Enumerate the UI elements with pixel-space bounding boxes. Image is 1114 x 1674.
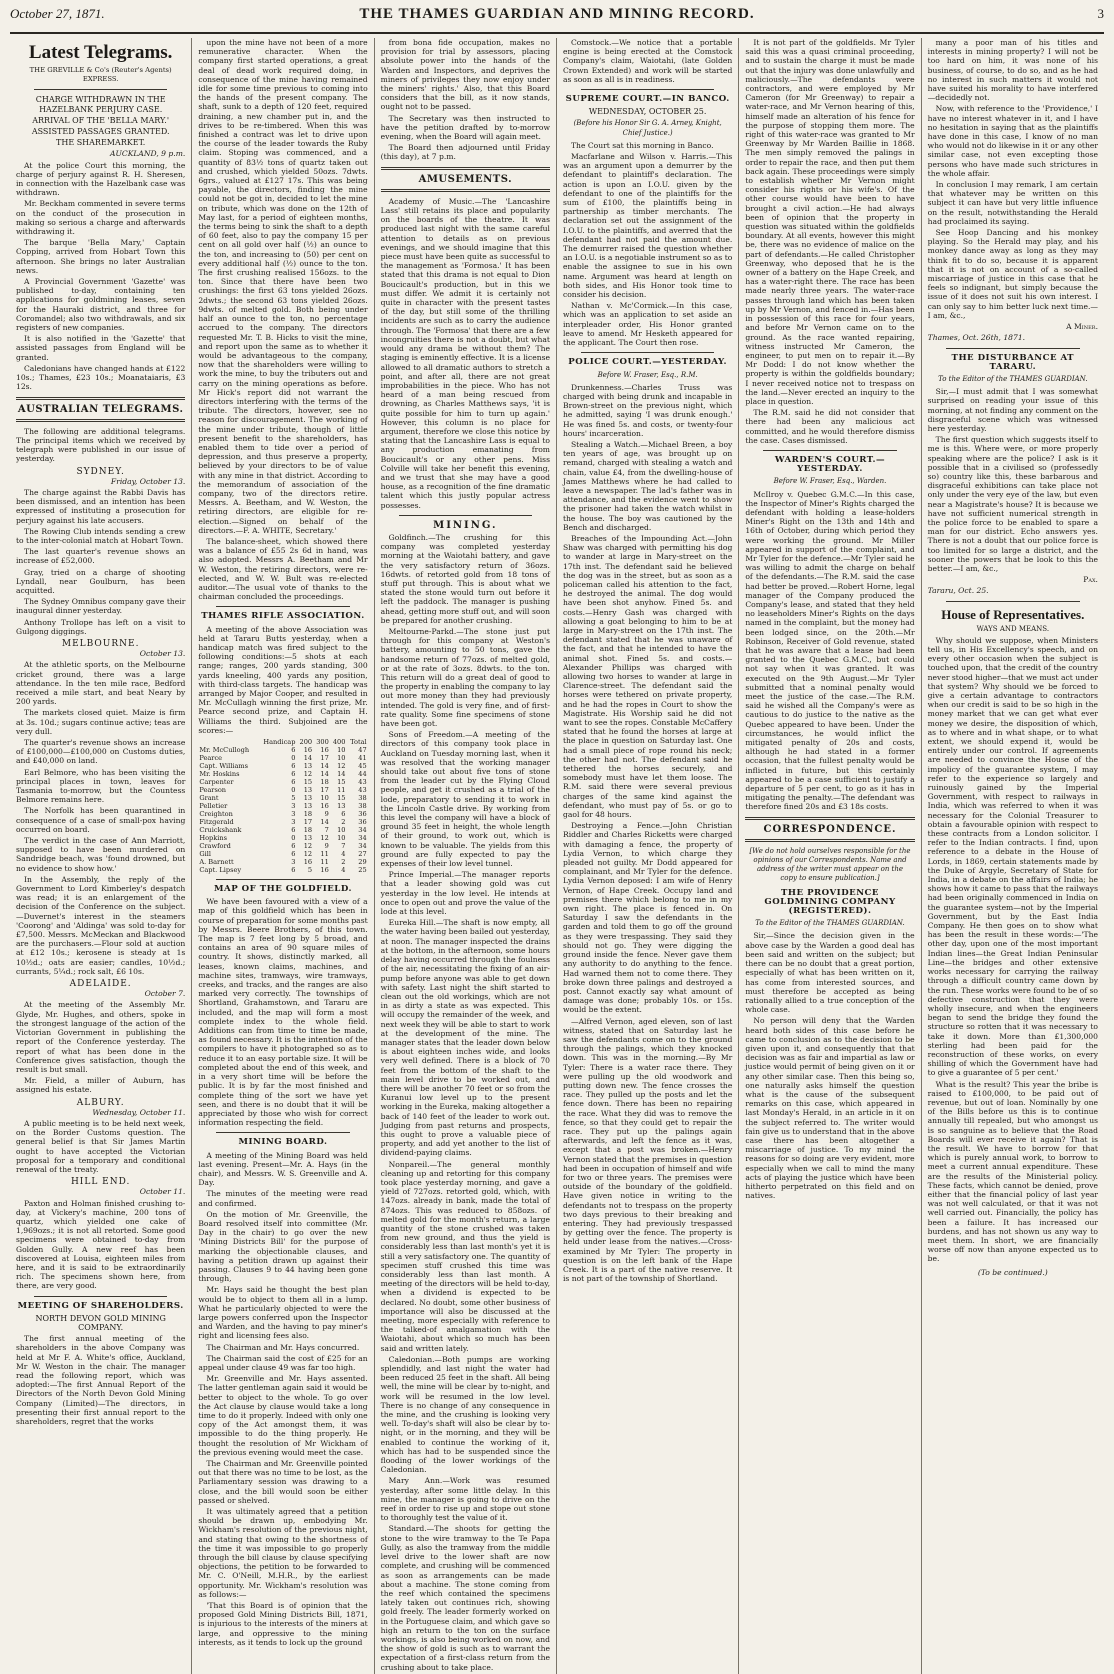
table-cell: 12 bbox=[303, 842, 313, 851]
table-cell: 0 bbox=[291, 786, 296, 795]
table-cell: 9 bbox=[324, 842, 329, 851]
score-header-cell: Handicap bbox=[263, 738, 296, 747]
telegram-head: CHARGE WITHDRAWN IN THE HAZELBANK PERJURY CASE. bbox=[35, 95, 166, 114]
table-cell: 11 bbox=[320, 858, 329, 867]
police-court-heading: POLICE COURT.—YESTERDAY. bbox=[568, 357, 728, 368]
table-row bbox=[198, 770, 367, 778]
table-row bbox=[198, 746, 367, 754]
table-cell: 13 bbox=[303, 794, 313, 803]
table-cell: 44 bbox=[358, 770, 367, 779]
table-cell: 43 bbox=[358, 786, 367, 795]
table-cell: 15 bbox=[303, 778, 313, 787]
table-cell: 14 bbox=[303, 754, 313, 763]
table-cell: 27 bbox=[358, 850, 367, 859]
table-cell: 5 bbox=[291, 794, 296, 803]
table-row bbox=[198, 866, 367, 874]
table-cell: 47 bbox=[358, 746, 367, 755]
table-cell: 15 bbox=[337, 794, 346, 803]
table-cell: 12 bbox=[303, 770, 313, 779]
place-adelaide: ADELAIDE. bbox=[69, 979, 132, 990]
table-cell: 11 bbox=[337, 786, 346, 795]
table-cell: 34 bbox=[358, 842, 367, 851]
table-cell: Grant bbox=[199, 794, 219, 803]
table-cell: 6 bbox=[291, 826, 296, 835]
column-3: from bona fide occupation, makes no provision for trial by assessors, placing absolute power into the hands of the Warden and Inspectors, and deprives the miners of privileges they now enjoy under the miners' rights.' Also, that this Board considers that the bill, as it now stands, ought not to be passed. The Secretary was then instructed to have the petition drafted by to-morrow evening, when the Board will again meet. The Board then adjourned until Friday (this day), at 7 p.m. AMUSEMENTS. Academy of Music.—The 'Lancashire Lass' still retains its place and popularity on the boards of the theatre. It was produced last night with the same careful attention to details as on previous evenings, and we should imagine that this piece must have been quite as successful to the management as 'Formosa.' It has been stated that this drama is not equal to Dion Boucicault's production, but in this we must differ. We admit it is certainly not quite in character with the present tastes of the day, but still some of the thrilling incidents are such as to carry the audience through. The 'Formosa' that there are a few incongruities there is not a doubt, but what would any drama be without them? The staging is eminently effective. It is a license allowed to all dramatic authors to stretch a point, and after all, there are not great improbabilities in the piece. Who has not heard of a man being rescued from drowning, as Charles Matthews says, 'it is quite possible for him to turn up again.' However, this column is no place for argument, therefore we close this notice by stating that the Lancashire Lass is equal to any production emanating from Boucicault's or any other pens. Miss Colville will take her benefit this evening, and we trust that she may have a good house, as a recognition of the fine dramatic talent which this justly popular actress possesses. MINING. Goldfinch.—The crushing for this company was completed yesterday morning at the Waiotahi battery, and gave the very satisfactory return of 36ozs. 16dwts. of retorted gold from 18 tons of stuff put through. This is about what we stated the stone would turn out before it left the paddock. The manager is pushing ahead, getting more stuff out, and will soon be prepared for another crushing. Meltourne-Parkd.—The stone just put through for this company at Weston's battery, amounting to 50 tons, gave the handsome return of 77ozs. of melted gold, or at the rate of 3ozs. 8dwts. to the ton. This return will do a great deal of good to the property in enabling the company to lay out more money than they had previously intended. The gold is very fine, and of first-rate quality. Some fine specimens of stone have been got. Sons of Freedom.—A meeting of the directors of this company took place in Auckland on Tuesday morning last, when it was resolved that the working manager should take out about five tons of stone from the leader cut by the Flying Cloud people, and get it crushed as a trial of the lode, preparatory to sending it to work in the Lincoln Castle drive. By working from this level the company will have a block of ground 35 feet in height, the whole length of their ground, to work out, which is known to be valuable. The yields from this ground are fully expected to pay the expenses of their low level tunnel. Prince Imperial.—The manager reports that a leader showing gold was cut yesterday in the low level. He intends at once to open out and prove the value of the lode at this level. Eureka Hill.—The shaft is now empty, all the water having been bailed out yesterday, at noon. The manager inspected the drains at the bottom, in the afternoon, some hours delay having occurred through the foulness of the air, necessitating the fixing of an air-pump before anyone was able to get down with safety. Last night the shift started to clean out the old workings, which are not in as dirty a state as was expected. This will occupy the remainder of the week, and next week they will be able to start to work at the development of the mine. The manager states that the leader down below is about eighteen inches wide, and looks very well defined. There is a block of 70 feet from the bottom of the shaft to the main level drive to be worked out, and there will be another 70 feet or so from the Kuranui low level up to the present working in the Eureka, making altogether a back of 140 feet of the leader to work out. Judging from past returns and prospects, this ought to prove a valuable piece of property, and add yet another to the list of dividend-paying claims. Nonpareil.—The general monthly cleaning up and retorting for this company took place yesterday morning, and gave a yield of 727ozs. retorted gold, which, with 147ozs. already in bank, made the total of 874ozs. This was reduced to 858ozs. of melted gold for the month's return, a large quantity of the stone crushed was taken from new ground, and thus the yield is considerably less than last month's yet it is still a very satisfactory one. The quantity of specimen stuff crushed this time was considerably less than last month. A meeting of the directors will be held to-day, when a dividend is expected to be declared. No doubt, some other business of importance will also be discussed at the meeting, more especially with reference to the talked-of amalgamation with the Waiotahi, about which so much has been said and written lately. Caledonian.—Both pumps are working splendidly, and last night the water had been reduced 25 feet in the shaft. All being well, the mine will be clear by to-night, and work will be resumed in the low level. There is no change of any consequence in the mine, and the crushing is looking very well. To-day's shaft will also be clear by to-night, or in the morning, and they will be enabled to continue the working of it, which has had to be suspended since the flooding of the lower workings of the Caledonian. Mary Ann.—Work was resumed yesterday, after some little delay. In this mine, the manager is going to drive on the reef in order to rise up and stope out stone to thoroughly test the value of it. Standard.—The shoots for getting the stone to the wire tramway to the Te Papa Gully, as also the tramway from the middle level drive to the lower shaft are now complete, and crushing will be commenced as soon as arrangements can be made about a machine. The stone coming from the reef which contained the specimens lately taken out continues rich, showing gold freely. The leader formerly worked on in the Portuguese claim, and which gave so high an return to the ton on the surface workings, is also being worked on now, and the show of gold is such as to warrant the expectation of a first-class return from the crushing about to take place. bbox=[375, 38, 557, 1674]
place-sydney: SYDNEY. bbox=[76, 466, 125, 477]
telegram-head: ARRIVAL OF THE 'BELLA MARY.' bbox=[32, 115, 170, 125]
table-cell: Fitzgerald bbox=[199, 818, 234, 827]
table-row bbox=[198, 786, 367, 794]
table-cell: Capt. Lipsey bbox=[199, 866, 242, 875]
table-cell: 12 bbox=[303, 850, 313, 859]
table-cell: 3 bbox=[291, 858, 296, 867]
table-cell: 6 bbox=[291, 850, 296, 859]
table-cell: Mr. Hoskins bbox=[199, 770, 240, 779]
table-cell: Mr. McCullogh bbox=[199, 746, 250, 755]
table-cell: 12 bbox=[320, 834, 329, 843]
table-cell: 3 bbox=[291, 818, 296, 827]
table-cell: 18 bbox=[320, 778, 329, 787]
table-cell: 6 bbox=[291, 746, 296, 755]
table-row bbox=[198, 850, 367, 858]
table-cell: Gill bbox=[199, 850, 211, 859]
mining-heading: MINING. bbox=[433, 519, 498, 531]
table-cell: 14 bbox=[320, 770, 329, 779]
columns bbox=[10, 38, 1104, 1672]
table-cell: 38 bbox=[358, 802, 367, 811]
table-cell: 17 bbox=[303, 818, 313, 827]
rifle-association-heading: THAMES RIFLE ASSOCIATION. bbox=[201, 611, 365, 622]
table-cell: 29 bbox=[358, 858, 367, 867]
table-row bbox=[198, 802, 367, 810]
table-cell: 16 bbox=[320, 802, 329, 811]
house-heading: House of Representatives. bbox=[941, 606, 1085, 622]
disturbance-heading: THE DISTURBANCE AT TARARU. bbox=[951, 352, 1075, 372]
table-cell: Pelletier bbox=[199, 802, 228, 811]
column-2: upon the mine have not been of a more remunerative character. When the company first started operations, a great deal of dead work required doing, in consequence of the mine having remained idle for some time previous to coming into the hands of the present company. The shaft, sunk to a depth of 120 feet, required draining, a new chamber put in, and the drives to be re-timbered. When this was finished a contract was let to drive upon the course of the leader towards the Ruby claim. Stoping was commenced, and a quantity of 83½ tons of quartz taken out and crushed, which yielded 50ozs. 7dwts. 6grs., valued at £127 17s. This was being payable, the directors, finding the mine could not be got in, decided to let the mine on tribute, which was done on the 12th of May last, for a period of eighteen months, the terms being to sink the shaft to a depth of 60 feet, also to pay the company 15 per cent on all gold over half (½) an ounce to the ton, and increasing to (50) per cent on every additional half (½) ounce to the ton. The first crushing realised 156ozs. to the ton. Since that there have been two crushings: the first 63 tons yielded 26ozs. 2dwts.; the second 63 tons yielded 26ozs. 9dwts. of melted gold. Both being under half an ounce to the ton, no percentage accrued to the company. The directors requested Mr. T. B. Hicks to visit the mine, and report upon the same as to whether it would be advantageous to the company, now that the shareholders were willing to work the mine, to buy the tributers out and carry on the mining operations as before. Mr Hick's report did not warrant the directors interfering with the terms of the tribute. The directors, however, see no reason for discouragement. The working of the mine under tribute, though of little present benefit to the shareholders, has enabled them to tide over a period of depression, and thus preserve a property, believed by your directors to be of value with any mine in that district. According to the memorandum of association of the company, two of the directors retire. Messrs. A. Beetham, and W. Weston, the retiring directors, are eligible for re-election.—Signed on behalf of the directors.—F. A. WHITE, Secretary.' The balance-sheet, which showed there was a balance of £55 2s 6d in hand, was also adopted. Messrs A. Beetham and Mr W. Weston, the retiring directors, were re-elected, and W. W. Bult was re-elected auditor.—The usual vote of thanks to the chairman concluded the proceedings. THAMES RIFLE ASSOCIATION. A meeting of the above Association was held at Tararu Butts yesterday, when a handicap match was fired subject to the following conditions:—5 shots at each range; ranges, 200 yards standing, 300 yards kneeling, 400 yards any position, with third-class targets. The handicap was arranged by Major Cooper, and resulted in Mr. McCullagh winning the first prize, Mr. Pearce second prize, and Captain H. Williams the third. Subjoined are the scores:— Handicap 200 300 400 Total Mr. McCullogh 6 16 16 10 47 Pearce 0 14 17 10 41 Capt. Williams 6 13 14 12 45 Mr. Hoskins 6 12 14 14 44 Carpenter 6 15 18 15 43 Pearson 0 13 17 11 43 Grant 5 13 10 15 38 Pelletier 3 13 16 13 38 Creighton 3 18 9 6 36 Fitzgerald 3 17 14 2 36 Cruickshank 6 18 7 10 34 Hopkins 0 13 12 10 34 Crawford 6 12 9 7 34 Gill 6 12 11 4 27 A. Barnett 3 16 11 2 29 Capt. Lipsey 6 5 16 4 25 MAP OF THE GOLDFIELD. We have been favoured with a view of a map of this goldfield which has been in course of preparation for some months past by Messrs. Beere Brothers, of this town. The map is 7 feet long by 5 broad, and contains an area of 90 square miles of country. It shows, distinctly marked, all leases, known claims, machines, and machine sites, tramways, wire tramways, creeks, and tracks, and the ranges are also marked very correctly. The townships of Shortland, Grahamstown, and Tararu are included, and the map will form a most complete index to the whole field. Additions can from time to time be made, as found necessary. It is the intention of the compilers to have it photographed so as to reduce it to an easy portable size. It will be completed about the end of this week, and in a very short time will be before the public. It is by far the most finished and complete thing of the sort we have yet seen, and there is no doubt that it will be appreciated by those who wish for correct information respecting the field. MINING BOARD. A meeting of the Mining Board was held last evening. Present—Mr. A. Hays (in the chair), and Messrs. W. S. Greenville and A. Day. The minutes of the meeting were read and confirmed. On the motion of Mr. Greenville, the Board resolved itself into committee (Mr. Day in the chair) to go over the new 'Mining Districts Bill' for the purpose of marking the objectionable clauses, and having a petition drawn up against their passing. Clauses 9 to 44 having been gone through, Mr. Hays said he thought the best plan would be to object to them all in a lump. What he particularly objected to were the large powers conferred upon the Inspector and Warden, and the having to pay miner's right and licensing fees also. The Chairman and Mr. Hays concurred. The Chairman said the cost of £25 for an appeal under clause 49 was far too high. Mr. Greenville and Mr. Hays assented. The latter gentleman again said it would be better to object to the whole. To go over the Act clause by clause would take a long time to do it properly. Indeed with only one copy of the Act amongst them, it was impossible to do the thing properly. He thought the resolution of Mr Wickham of the previous evening would meet the case. The Chairman and Mr. Greenville pointed out that there was no time to be lost, as the Parliamentary session was drawing to a close, and the bill would soon be either passed or shelved. It was ultimately agreed that a petition should be drawn up, embodying Mr. Wickham's resolution of the previous night, and stating that owing to the shortness of the time it was impossible to go properly through the bill clause by clause specifying objections, the petition to be forwarded to Mr. C. O'Neill, M.H.R., by the earliest opportunity. Mr. Wickham's resolution was as follows:— 'That this Board is of opinion that the proposed Gold Mining Districts Bill, 1871, is injurious to the interests of the miners at large, and oppressive to the mining interests, as it tends to lock up the ground bbox=[192, 38, 374, 1674]
column-4: Comstock.—We notice that a portable engine is being erected at the Comstock Company's claim, Waiotahi, (late Golden Crown Extended) and work will be started as soon as all is in readiness. SUPREME COURT.—IN BANCO. WEDNESDAY, OCTOBER 25. (Before his Honor Sir G. A. Arney, Knight, Chief Justice.) The Court sat this morning in Banco. Macfarlane and Wilson v. Harris.—This was an argument upon a demurrer by the defendant to plaintiff's declaration. The action is upon an I.O.U. given by the defendant to one of the plaintiffs for the sum of £100, the plaintiffs being in partnership as timber merchants. The declaration set out the assignment of the I.O.U. to the plaintiffs, and averred that the defendant had not paid the amount due. The demurrer raised the question whether an I.O.U. is a negotiable instrument so as to enable the assignee to sue in his own name. Argument was heard at length on both sides, and His Honor took time to consider his decision. Nathan v. Mc'Cormick.—In this case, which was an application to set aside an interpleader order, His Honor granted leave to amend. Mr Hesketh appeared for the applicant. The Court then rose. POLICE COURT.—YESTERDAY. Before W. Fraser, Esq., R.M. Drunkenness.—Charles Truss was charged with being drunk and incapable in Brown-street on the previous night, which he admitted, saying 'I was drunk enough.' He was fined 5s. and costs, or twenty-four hours' incarceration. Stealing a Watch.—Michael Breen, a boy ten years of age, was brought up on remand, charged with stealing a watch and chain, value £4, from the dwelling-house of James Matthews where he had called to leave a newspaper. The lad's father was in attendance, and the evidence went to show the prisoner had taken the watch whilst in the house. The boy was cautioned by the Bench and discharged. Breaches of the Impounding Act.—John Shaw was charged with permitting his dog to wander at large in Mary-street on the 17th inst. The defendant said he believed the dog was in the street, but as soon as a policeman called his attention to the fact, he destroyed the animal. The dog would have been shot anyhow. Fined 5s. and costs.—Henry Gash was charged with allowing a goat belonging to him to be at large in Mary-street on the 17th inst. The defendant stated that he was unaware of the fact, and that he intended to have the animal shot. Fined 5s. and costs.—Alexander Phillips was charged with allowing two horses to wander at large in Clarence-street. The defendant said the horses were tethered on private property, and he had the ropes in Court to show the Magistrate. His Worship said he did not want to see the ropes. Constable McCaffery stated that he found the horses at large at the place in question on Saturday last. One had a small piece of rope round his neck; the other had not. The defendant said he tethered the horses securely, and somebody must have let them loose. The R.M. said there were several previous charges of the same kind against the defendant, who must pay of 5s. or go to gaol for 48 hours. Destroying a Fence.—John Christian Riddler and Charles Ricketts were charged with damaging a fence, the property of Lydia Vernon, to which charge they pleaded not guilty. Mr Dodd appeared for complainant, and Mr Tyler for the defence. Lydia Vernon deposed: I am wife of Henry Vernon, of Hape Creek. Occupy land and premises there which belong to me in my own right. The place is fenced in. On Saturday I saw the defendants in the garden and told them to go off the ground as they were trespassing. They said they should not go. They were digging the ground inside the fence. Never gave them any authority to do anything to the fence. Had warned them not to come there. They broke down three palings and destroyed a post. Cannot exactly say what amount of damage was done; probably 10s. or 15s. would be the extent. —Alfred Vernon, aged eleven, son of last witness, stated that on Saturday last he saw the defendants come on to the ground through the palings, which they knocked down. This was in the morning.—By Mr Tyler: There is a water race there. They were pulling up the old woodwork and putting down new. The fence crosses the race. They pulled up the posts and let the fence down. There has been no repairing the race. What they did was to remove the fence, so that they could get to repair the race. They put up the palings again afterwards, and left the fence as it was, except that a post was broken.—Henry Vernon stated that the premises in question had been in occupation of himself and wife for two or three years. The premises were outside of the boundary of the goldfield. Have given notice in writing to the defendants not to trespass on the property two days previous to their breaking and entering. They had previously trespassed by getting over the fence. The property is held under lease from the natives.—Cross-examined by Mr Tyler: The property in question is on the left bank of the Hape Creek. It is a part of the native reserve. It is not part of the township of Shortland. bbox=[557, 38, 739, 1674]
table-row bbox=[198, 762, 367, 770]
meeting-heading: MEETING OF SHAREHOLDERS. bbox=[17, 1300, 184, 1311]
table-cell: 3 bbox=[291, 802, 296, 811]
table-cell: 12 bbox=[337, 762, 346, 771]
masthead bbox=[10, 0, 1104, 34]
express-credit: THE GREVILLE & Co's (Reuter's Agents) EXPRESS. bbox=[29, 66, 172, 84]
place-melbourne: MELBOURNE. bbox=[61, 638, 140, 649]
table-cell: 6 bbox=[291, 770, 296, 779]
table-row bbox=[198, 794, 367, 802]
score-header-cell bbox=[198, 738, 257, 746]
table-cell: 16 bbox=[303, 746, 313, 755]
table-cell: 13 bbox=[337, 802, 346, 811]
table-cell: 45 bbox=[358, 762, 367, 771]
table-cell: 16 bbox=[320, 746, 329, 755]
table-cell: Creighton bbox=[199, 810, 233, 819]
mining-board-heading: MINING BOARD. bbox=[238, 1137, 328, 1148]
score-header-cell: 200 bbox=[299, 738, 313, 747]
table-cell: 10 bbox=[337, 746, 346, 755]
table-cell: 17 bbox=[320, 786, 329, 795]
telegram-head: THE SHAREMARKET. bbox=[56, 138, 146, 148]
table-cell: 13 bbox=[303, 802, 313, 811]
latest-telegrams-heading: Latest Telegrams. bbox=[28, 42, 173, 63]
editorial-disclaimer: [We do not hold ourselves responsible for the opinions of our Correspondents. Name and address of the writer must appear on the copy to ensure publication.] bbox=[749, 846, 911, 883]
table-row bbox=[198, 754, 367, 762]
table-cell: 6 bbox=[291, 842, 296, 851]
table-row bbox=[198, 826, 367, 834]
telegram-head: ASSISTED PASSAGES GRANTED. bbox=[31, 127, 170, 137]
table-cell: 38 bbox=[358, 794, 367, 803]
masthead-date: October 27, 1871. bbox=[10, 6, 105, 21]
table-cell: 10 bbox=[320, 794, 329, 803]
providence-heading: THE PROVIDENCE GOLDMINING COMPANY (REGISTERED). bbox=[764, 887, 896, 917]
rifle-scores-table bbox=[198, 738, 367, 874]
score-header-cell: 300 bbox=[316, 738, 329, 747]
place-hill-end: HILL END. bbox=[70, 1177, 131, 1188]
signature: A Miner. bbox=[1066, 322, 1098, 332]
paragraph: The barque 'Bella Mary,' Captain Copping, arrived from Hobart Town this afternoon. She brings no later Australian news. bbox=[16, 238, 186, 275]
table-cell: A. Barnett bbox=[199, 858, 234, 867]
place-albury: ALBURY. bbox=[76, 1097, 125, 1108]
table-cell: 4 bbox=[341, 850, 346, 859]
amusements-heading: AMUSEMENTS. bbox=[418, 173, 513, 185]
table-cell: 13 bbox=[303, 762, 313, 771]
table-cell: 6 bbox=[291, 762, 296, 771]
map-heading: MAP OF THE GOLDFIELD. bbox=[214, 884, 352, 895]
table-cell: 13 bbox=[303, 834, 313, 843]
table-cell: 25 bbox=[358, 866, 367, 875]
paragraph: Mr. Beckham commented in severe terms on the conduct of the prosecution in making so serious a charge and afterwards withdrawing it. bbox=[16, 199, 186, 237]
table-cell: 18 bbox=[303, 810, 313, 819]
column-5: It is not part of the goldfields. Mr Tyler said this was a quasi criminal proceeding, and to sustain the charge it must be made out that the injury was done unlawfully and maliciously.—The defendants were contractors, and were employed by Mr Cameron (for Mr Greenway) to repair a water-race, and Mr Vernon hearing of this, himself made an alteration of his fence for the purpose of stopping them more. The right of this water-race was granted to Mr Greenway by Mr Warden Baillie in 1868. The men simply removed the palings in order to repair the race, and then put them back again. These proceedings were simply to establish whether Mr Vernon might consider his rights or his wife's. Of the other course would have been to have brought a civil action.—He had always been of opinion that the property in question was situated within the goldfields boundary. At all events, however this might be, there was no evidence of malice on the part of defendants.—He called Christopher Greenway, who deposed that he is the owner of a battery on the Hape Creek, and has a water-right there. The race has been made nearly three years. The water-race passes through land which has been taken up by Mr Vernon, and fenced in.—Has been in possession of this race for four years, and before Mr Vernon came on to the ground. As the race wanted repairing, witness instructed Mr Cameron, the engineer, to put men on to repair it.—By Mr Dodd: I do not know whether the property is within the goldfields boundary; I never received notice not to trespass on the land.—Never erected an inquiry to the place in question. The R.M. said he did not consider that there had been any malicious act committed, and he would therefore dismiss the case. Cases dismissed. WARDEN'S COURT.—YESTERDAY. Before W. Fraser, Esq., Warden. McIlroy v. Quebec G.M.C.—In this case, the Inspector of Miner's Rights charged the defendant with holding a lease-holders Miner's Right on the 13th and 14th and 16th of October, during which period they were working the ground. Mr Miller appeared in support of the complaint, and Mr Tyler for the defence.—Mr Tyler said he was willing to admit the charge on behalf of the defendants.—The R.M. said the case had better be proved.—Robert Horne, legal manager of the Company produced the Company's lease, and stated that they held no leaseholders Miner's Rights on the days named in the complaint, but the money had been lodged since, on the 20th.—Mr Robinson, Receiver of Gold revenue, stated that he was aware that a lease had been granted to the Quebec G.M.C., but could not say when it was granted. It was executed on the 9th August.—Mr Tyler submitted that a nominal penalty would meet the justice of the case.—The R.M. said he wished all the Company's were as cautious to do justice to the native as the Quebec appeared to have been. Under the circumstances, he would inflict the mitigated penalty of 20s and costs, although he had stated in a former occasion, that the fullest penalty would be inflicted in future, but this certainly appeared to be a case sufficient to justify a departure of 5 per cent, to go as it has in mitigating the penalty.—The defendant was therefore fined 20s and £3 18s costs. CORRESPONDENCE. [We do not hold ourselves responsible for the opinions of our Correspondents. Name and address of the writer must appear on the copy to ensure publication.] THE PROVIDENCE GOLDMINING COMPANY (REGISTERED). To the Editor of the THAMES GUARDIAN. Sir,—Since the decision given in the above case by the Warden a good deal has been said and written on the subject; but there can be no doubt that a great portion, especially of what has been written on it, has come from interested sources, and must therefore be accepted as being rationally allied to a true conception of the whole case. No person will deny that the Warden heard both sides of this case before he came to conclusion as to the decision to be given upon it, and consequently that that decision was as fair and impartial as law or justice would permit of being given on it or any other similar case. Then this being so, one naturally asks himself the question what is the cause of the subsequent remarks on this case, which appeared in last Monday's Herald, in an article in it on the subject referred to. The writer would fain give us to understand that in the above case there has been altogether a miscarriage of justice. To my mind the reasons for so doing are very evident, more especially when we call to mind the many acts of playing the justice which have been hitherto perpetrated on this field and on natives. bbox=[739, 38, 921, 1674]
table-cell: 41 bbox=[358, 754, 367, 763]
table-cell: 16 bbox=[303, 858, 313, 867]
table-cell: 34 bbox=[358, 834, 367, 843]
table-cell: 15 bbox=[337, 778, 346, 787]
score-header-cell: Total bbox=[350, 738, 367, 747]
table-cell: 7 bbox=[341, 842, 346, 851]
table-cell: 7 bbox=[324, 826, 329, 835]
table-cell: 14 bbox=[337, 770, 346, 779]
table-row bbox=[198, 834, 367, 842]
table-cell: 10 bbox=[337, 754, 346, 763]
table-cell: Crawford bbox=[199, 842, 231, 851]
table-cell: 2 bbox=[341, 858, 346, 867]
score-header-cell: 400 bbox=[332, 738, 346, 747]
column-1: Latest Telegrams. THE GREVILLE & Co's (Reuter's Agents) EXPRESS. CHARGE WITHDRAWN IN THE HAZELBANK PERJURY CASE. ARRIVAL OF THE 'BELLA MARY.' ASSISTED PASSAGES GRANTED. THE SHAREMARKET. AUCKLAND, 9 p.m. At the police Court this morning, the charge of perjury against R. H. Sheresen, in connection with the Hazelbank case was withdrawn. Mr. Beckham commented in severe terms on the conduct of the prosecution in making so serious a charge and afterwards withdrawing it. The barque 'Bella Mary,' Captain Copping, arrived from Hobart Town this afternoon. She brings no later Australian news. A Provincial Government 'Gazette' was published to-day, containing ten applications for goldmining leases, seven for the Hauraki district, and three for Coromandel; also two withdrawals, and six registers of new companies. It is also notified in the 'Gazette' that assisted passages from England will be granted. Caledonians have changed hands at £122 10s.; Thames, £23 10s.; Moanataiaris, £3 12s. AUSTRALIAN TELEGRAMS. The following are additional telegrams. The principal items which we received by telegraph were published in our issue of yesterday. SYDNEY. Friday, October 13. The charge against the Rabbi Davis has been dismissed, and an intention has been expressed of instituting a prosecution for perjury against his late accusers. The Rowing Club intends sending a crew to the inter-colonial match at Hobart Town. The last quarter's revenue shows an increase of £52,000. Gray, tried on a charge of shooting Lyndall, near Goulburn, has been acquitted. The Sydney Omnibus company gave their inaugural dinner yesterday. Anthony Trollope has left on a visit to Gulgong diggings. MELBOURNE. October 13. At the athletic sports, on the Melbourne cricket ground, there was a large attendance. In the ten mile race, Bedford received a mile start, and beat Neary by 200 yards. The markets closed quiet. Maize is firm at 3s. 10d.; sugars continue active; teas are very dull. The quarter's revenue shows an increase of £100,000—£100,000 on Customs duties, and £40,000 on land. Earl Belmore, who has been visiting the principal places in town, leaves for Tasmania to-morrow, but the Countess Belmore remains here. The Norfolk has been quarantined in consequence of a case of small-pox having occurred on board. The verdict in the case of Ann Marriott, supposed to have been murdered on Sandridge beach, was 'found drowned, but no evidence to show how.' In the Assembly, the reply of the Government to Lord Kimberley's despatch was read; it is an enlargement of the decision of the Conference on the subject.—Duvernet's interest in the steamers 'Coorong' and 'Aldinga' was sold to-day for £7,500. Messrs. McMeckan and Blackwood are the purchasers.—Flour sold at auction at £12 10s.; kerosene is steady at 1s 10½d.; oats are easier; candles, 10½d.; currants, 5¼d.; rock salt, £6 10s. ADELAIDE. October 7. At the meeting of the Assembly Mr. Glyde, Mr. Hughes, and others, spoke in the strongest language of the action of the Victorian Government in publishing the report of the Conference yesterday. The report of what has been done in the Conference gives satisfaction, though the result is but small. Mr. Field, a miller of Auburn, has assigned his estate. ALBURY. Wednesday, October 11. A public meeting is to be held next week, on the Border Customs question. The general belief is that Sir James Martin ought to have accepted the Victorian proposal for a temporary and conditional renewal of the treaty. HILL END. October 11. Paxton and Holman finished crushing to-day, at Vickery's machine, 200 tons of quartz, which yielded one cake of 1,969ozs.; it is not all retorted. Some good specimens were obtained to-day from Golden Gully. A new reef has been discovered at Louisa, eighteen miles from here, and it is said to be extraordinarily rich. The specimens shown here, from there, are very good. MEETING OF SHAREHOLDERS. NORTH DEVON GOLD MINING COMPANY. The first annual meeting of the shareholders in the above Company was held at Mr F. A. White's office, Auckland, Mr W. Weston in the chair. The manager read the following report, which was adopted:—The first Annual Report of the Directors of the North Devon Gold Mining Company (Limited)—The directors, in presenting their first annual report to the shareholders, regret that the works bbox=[10, 38, 192, 1674]
signature: Pax. bbox=[1083, 575, 1098, 585]
dateline: AUCKLAND, 9 p.m. bbox=[110, 149, 186, 159]
paragraph: It is also notified in the 'Gazette' that assisted passages from England will be granted. bbox=[16, 334, 186, 362]
table-cell: Hopkins bbox=[199, 834, 228, 843]
correspondence-heading: CORRESPONDENCE. bbox=[763, 823, 897, 835]
table-cell: 16 bbox=[320, 866, 329, 875]
table-cell: 36 bbox=[358, 818, 367, 827]
table-cell: 18 bbox=[303, 826, 313, 835]
paragraph: Caledonians have changed hands at £122 10s.; Thames, £23 10s.; Moanataiaris, £3 12s. bbox=[16, 363, 186, 392]
table-cell: 6 bbox=[291, 866, 296, 875]
table-cell: Cruickshank bbox=[199, 826, 242, 835]
table-cell: 0 bbox=[291, 834, 296, 843]
score-header-row bbox=[198, 738, 367, 746]
table-cell: 2 bbox=[341, 818, 346, 827]
table-cell: 0 bbox=[291, 754, 296, 763]
continued-note: (To be continued.) bbox=[977, 1267, 1048, 1277]
paragraph: A Provincial Government 'Gazette' was published to-day, containing ten applications for goldmining leases, seven for the Hauraki district, and three for Coromandel; also two withdrawals, and six registers of new companies. bbox=[16, 277, 186, 333]
table-cell: 9 bbox=[324, 810, 329, 819]
table-cell: 6 bbox=[291, 778, 296, 787]
paragraph: The following are additional telegrams. The principal items which we received by telegraph were published in our issue of yesterday. bbox=[16, 426, 186, 464]
column-6: many a poor man of his titles and interests in mining property? I will not be too hard on him, it was none of his business, of course, to do so, and as he had no interest in such matters it would not have suited his morality to have interfered—decidedly not. Now, with reference to the 'Providence,' I have no interest whatever in it, and I have no hesitation in saying that as the plaintiffs have done in this case, I know of no man who would not do likewise in it or any other similar case, not even excepting those persons who have made such strictures in the whole affair. In conclusion I may remark, I am certain that whatever may be written on this subject it can have but very little influence on the result, notwithstanding the Herald had proclaimed its saying. See Hoop Dancing and his monkey playing. So the Herald may play, and his monkey dance away as long as they may think fit to do so, because it is apparent that it is not on account of a so-called miscarriage of justice in this case that he feels so indignant, but simply because the issue of it does not suit his own interest. I can only say to him better luck next time.—I am, &c., A Miner. Thames, Oct. 26th, 1871. THE DISTURBANCE AT TARARU. To the Editor of the THAMES GUARDIAN. Sir,—I must admit that I was somewhat surprised on reading your issue of this morning, at not finding any comment on the disgraceful scene which was witnessed here yesterday. The first question which suggests itself to me is this. Where were, or more properly speaking where are the police? I ask is it possible that in a civilised so (professedly so) country like this, these barbarous and disgraceful exhibitions can take place not only under the very eye of the law, but even near a Magistrate's house? It is because we have not sufficient numerical strength in the police force to be enabled to spare a man for our district. Echo answers yes. There is not a doubt that our police force is too limited for so large a district, and the sooner the powers that be look to this the better.—I am, &c., Pax. Tararu, Oct. 25. House of Representatives. WAYS AND MEANS. Why should we suppose, when Ministers tell us, in His Excellency's speech, and on every other occasion when the subject is touched upon, that the credit of the country never stood higher—that we must act under that system? Why should we be forced to give a certain advantage to contractors when our credit is said to be so high in the money market that we can get what ever money we desire, the disposition of which, as to where and in what shape, or to what extent, we should expend it, would be entirely under our control. If agreements are needed to convince the House of the impolicy of the guarantee system, I may refer to the experience so largely and ruinously gained by the Imperial Government, with respect to railways in India, which was referred to when it was necessary for the Colonial Treasurer to obtain a favourable opinion with respect to these contracts from a London solicitor. I refer to the Indian contracts. I find, upon reference to a debate in the House of Lords, in 1869, certain statements made by the Duke of Argyle, Secretary of State for India, in a debate on the affairs of India; he shows how it came to pass that the railways had been originally commenced in India on the guarantee system—not by the Imperial Government, but by the East India Company. He then goes on to show what has been the result in these words:—'The other day, upon one of the most important Indian lines—the Great Indian Peninsular Line—the bridges and other extensive works necessary for carrying the railway through a difficult country came down by the run. These works were found to be of so defective construction that they were wholly insecure, and when the engineers began to send the bridge they found the structure so rotten that it was necessary to take it down. More than £1,300,000 sterling had been paid for the reconstruction of these works, on every shilling of which the Government have had to give a guarantee of 5 per cent.' What is the result? This year the bribe is raised to £100,000, to be paid out of revenue, but out of loan. Nominally by one of the Bills before us this is to continue annually till repealed, but who amongst us is so sanguine as to believe that the Road Boards will ever receive it again? That is the result. We have to borrow for that which is purely annual work, to borrow to meet a current annual expenditure. These are the results of the Ministerial policy. These facts, which cannot be denied, prove either that the financial policy of last year was not well calculated, or that it was not well carried out. Financially, the policy has been a failure. It has increased our burdens, and has not shown us any way to meet them. In short, we are financially worse off now than anyone expected us to be. (To be continued.) bbox=[927, 38, 1098, 1277]
page-number: 3 bbox=[1097, 6, 1104, 21]
table-cell: 17 bbox=[320, 754, 329, 763]
table-cell: 6 bbox=[341, 810, 346, 819]
table-cell: 14 bbox=[320, 818, 329, 827]
table-cell: 43 bbox=[358, 778, 367, 787]
table-cell: 5 bbox=[307, 866, 313, 875]
table-cell: 34 bbox=[358, 826, 367, 835]
table-cell: 10 bbox=[337, 826, 346, 835]
table-cell: 11 bbox=[320, 850, 329, 859]
table-cell: 36 bbox=[358, 810, 367, 819]
table-cell: Pearce bbox=[199, 754, 223, 763]
table-row bbox=[198, 810, 367, 818]
wardens-court-heading: WARDEN'S COURT.—YESTERDAY. bbox=[774, 454, 886, 475]
table-cell: 14 bbox=[320, 762, 329, 771]
table-cell: Carpenter bbox=[199, 778, 234, 787]
table-cell: 13 bbox=[303, 786, 313, 795]
australian-telegrams-heading: AUSTRALIAN TELEGRAMS. bbox=[17, 403, 184, 415]
table-cell: Capt. Williams bbox=[199, 762, 249, 771]
masthead-title: THE THAMES GUARDIAN AND MINING RECORD. bbox=[359, 6, 755, 22]
table-cell: 4 bbox=[341, 866, 346, 875]
table-row bbox=[198, 842, 367, 850]
table-cell: 3 bbox=[291, 810, 296, 819]
table-row bbox=[198, 858, 367, 866]
table-row bbox=[198, 778, 367, 786]
table-row bbox=[198, 818, 367, 826]
supreme-court-heading: SUPREME COURT.—IN BANCO. bbox=[565, 94, 730, 105]
table-cell: Pearson bbox=[199, 786, 227, 795]
paragraph: At the police Court this morning, the charge of perjury against R. H. Sheresen, in connection with the Hazelbank case was withdrawn. bbox=[16, 160, 186, 198]
table-cell: 10 bbox=[337, 834, 346, 843]
